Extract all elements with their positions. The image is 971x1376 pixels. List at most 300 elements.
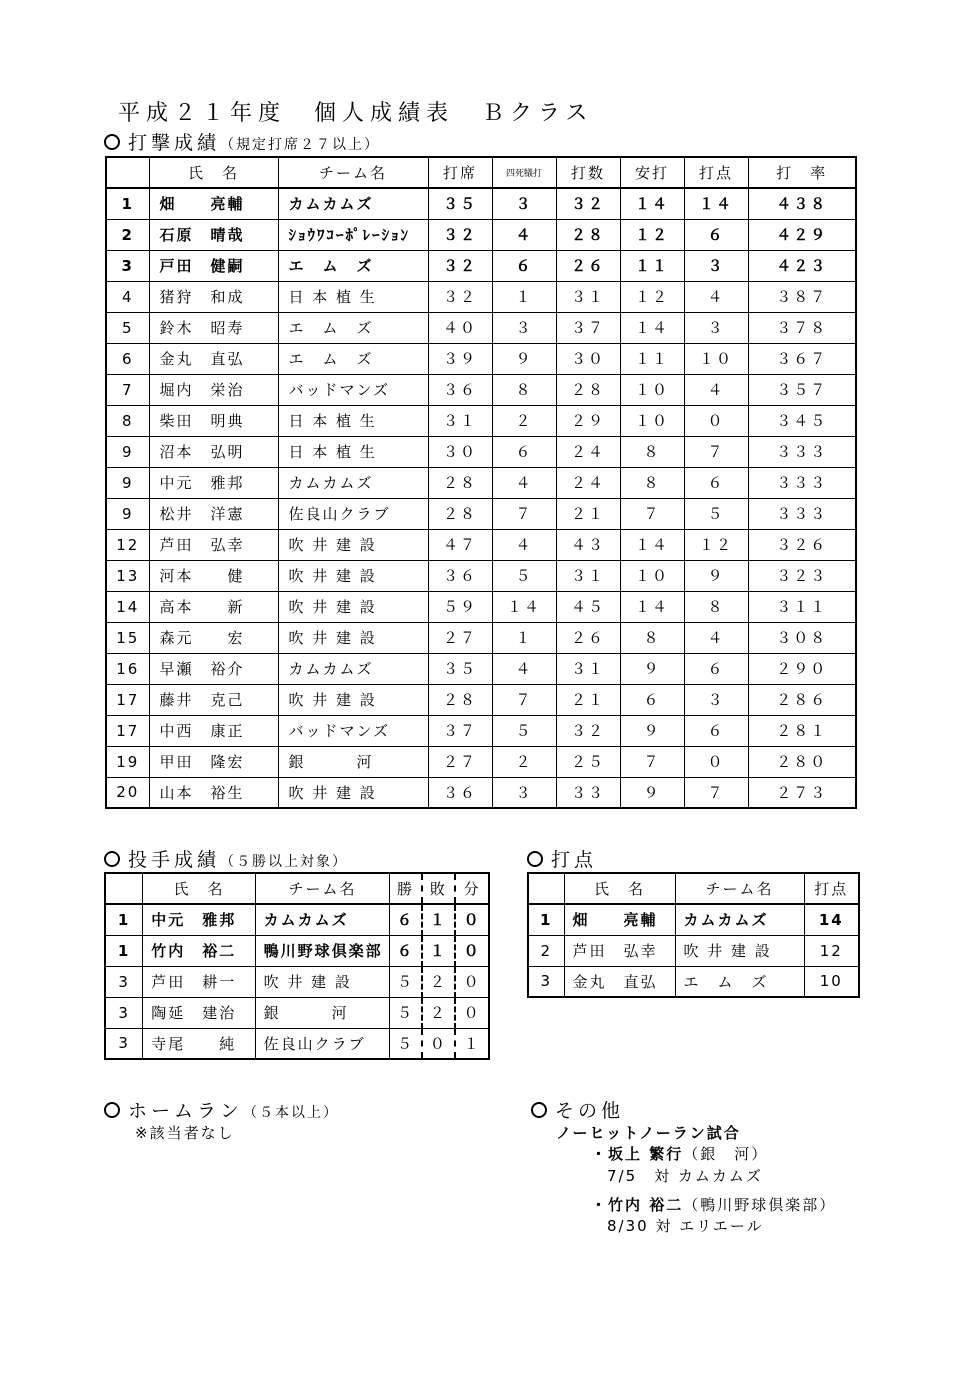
bb-cell: ４	[492, 467, 556, 498]
ab-cell: ２９	[556, 405, 620, 436]
pa-cell: ４０	[428, 312, 492, 343]
pa-cell: ３２	[428, 250, 492, 281]
rbi-cell: 10	[804, 966, 859, 997]
rank-cell: 3	[105, 966, 143, 997]
bb-cell: ４	[492, 529, 556, 560]
pa-cell: ２７	[428, 622, 492, 653]
bb-cell: ４	[492, 653, 556, 684]
name-cell: 寺尾 純	[143, 1028, 255, 1059]
team-cell: カムカムズ	[675, 904, 804, 935]
rank-cell: 13	[106, 560, 149, 591]
pa-cell: ３５	[428, 653, 492, 684]
homerun-heading-label: ホームラン	[128, 1100, 244, 1122]
losses-cell: １	[422, 904, 456, 935]
batting-row	[106, 746, 856, 777]
batting-row	[106, 715, 856, 746]
rbi-cell: ８	[684, 591, 748, 622]
rank-cell: 1	[106, 188, 149, 219]
name-cell: 畑 亮輔	[149, 188, 278, 219]
name-cell: 石原 晴哉	[149, 219, 278, 250]
rank-cell: 6	[106, 343, 149, 374]
ab-cell: ２６	[556, 250, 620, 281]
pa-cell: ４７	[428, 529, 492, 560]
wins-cell: ５	[390, 997, 422, 1028]
avg-cell: ２８０	[748, 746, 856, 777]
ab-cell: ２８	[556, 374, 620, 405]
rank-cell: 1	[105, 935, 143, 966]
circle-icon	[527, 851, 543, 867]
rank-cell: 17	[106, 715, 149, 746]
hits-cell: ７	[620, 746, 684, 777]
wins-cell: ５	[390, 1028, 422, 1059]
hits-cell: １０	[620, 374, 684, 405]
avg-cell: ３３３	[748, 436, 856, 467]
hits-cell: １０	[620, 560, 684, 591]
rbi-table	[527, 872, 860, 998]
team-cell: 吹 井 建 設	[255, 966, 390, 997]
bb-cell: ３	[492, 188, 556, 219]
avg-cell: ２８６	[748, 684, 856, 715]
draws-cell: １	[455, 1028, 489, 1059]
team-cell: エ ム ズ	[278, 312, 428, 343]
name-cell: 畑 亮輔	[564, 904, 675, 935]
other-entry	[591, 1143, 768, 1164]
name-cell: 早瀬 裕介	[149, 653, 278, 684]
bb-cell: ６	[492, 436, 556, 467]
rank-cell: 9	[106, 436, 149, 467]
draws-cell: ０	[455, 904, 489, 935]
rank-cell: 3	[105, 997, 143, 1028]
hits-cell: １１	[620, 343, 684, 374]
rbi-cell: ６	[684, 653, 748, 684]
name-cell: 甲田 隆宏	[149, 746, 278, 777]
name-cell: 中西 康正	[149, 715, 278, 746]
other-entry-detail: 8/30 対 エリエール	[607, 1217, 764, 1235]
bb-cell: ３	[492, 312, 556, 343]
other-entry	[591, 1194, 836, 1215]
rank-cell: 19	[106, 746, 149, 777]
rank-cell: 8	[106, 405, 149, 436]
pa-cell: ３５	[428, 188, 492, 219]
pa-cell: ２７	[428, 746, 492, 777]
team-cell: 鴨川野球倶楽部	[255, 935, 390, 966]
pitching-header-row	[105, 873, 489, 904]
hits-cell: ８	[620, 436, 684, 467]
rbi-row	[528, 935, 859, 966]
name-cell: 猪狩 和成	[149, 281, 278, 312]
team-cell: 日 本 植 生	[278, 281, 428, 312]
circle-icon	[104, 134, 120, 150]
bb-cell: １	[492, 622, 556, 653]
team-cell: 吹 井 建 設	[278, 591, 428, 622]
name-cell: 中元 雅邦	[149, 467, 278, 498]
ab-cell: ３２	[556, 188, 620, 219]
pa-cell: ３９	[428, 343, 492, 374]
rank-cell: 1	[528, 904, 564, 935]
name-cell: 金丸 直弘	[149, 343, 278, 374]
pa-cell: ２８	[428, 684, 492, 715]
name-cell: 戸田 健嗣	[149, 250, 278, 281]
circle-icon	[104, 1102, 120, 1118]
wins-cell: ６	[390, 935, 422, 966]
team-cell: エ ム ズ	[278, 250, 428, 281]
batting-row	[106, 467, 856, 498]
hits-cell: １２	[620, 281, 684, 312]
team-cell: 吹 井 建 設	[278, 684, 428, 715]
pa-cell: ５９	[428, 591, 492, 622]
hits-cell: ９	[620, 715, 684, 746]
circle-icon	[531, 1102, 547, 1118]
team-cell: 佐良山クラブ	[278, 498, 428, 529]
rbi-header-row	[528, 873, 859, 904]
batting-row	[106, 343, 856, 374]
pitching-table	[104, 872, 490, 1060]
team-cell: 日 本 植 生	[278, 405, 428, 436]
rank-cell: 12	[106, 529, 149, 560]
circle-icon	[104, 851, 120, 867]
batting-note: （規定打席２７以上）	[220, 137, 381, 153]
col-losses: 敗	[422, 873, 456, 904]
col-name: 氏 名	[564, 873, 675, 904]
hits-cell: １４	[620, 529, 684, 560]
team-cell: 吹 井 建 設	[278, 777, 428, 808]
wins-cell: ６	[390, 904, 422, 935]
avg-cell: ３５７	[748, 374, 856, 405]
batting-row	[106, 777, 856, 808]
avg-cell: ３２３	[748, 560, 856, 591]
rbi-cell: ９	[684, 560, 748, 591]
page-title: 平成２１年度 個人成績表 Ｂクラス	[118, 101, 594, 126]
losses-cell: １	[422, 935, 456, 966]
rbi-cell: １０	[684, 343, 748, 374]
rbi-cell: 14	[804, 904, 859, 935]
bb-cell: ２	[492, 405, 556, 436]
bb-cell: ４	[492, 219, 556, 250]
other-entry-team: （銀 河）	[683, 1145, 769, 1163]
batting-header-row	[106, 157, 856, 188]
rbi-cell: ３	[684, 684, 748, 715]
pa-cell: ３０	[428, 436, 492, 467]
batting-row	[106, 622, 856, 653]
avg-cell: ３６７	[748, 343, 856, 374]
rbi-cell: ６	[684, 467, 748, 498]
bb-cell: ７	[492, 684, 556, 715]
team-cell: エ ム ズ	[278, 343, 428, 374]
ab-cell: ３１	[556, 560, 620, 591]
ab-cell: ３１	[556, 281, 620, 312]
name-cell: 山本 裕生	[149, 777, 278, 808]
batting-row	[106, 250, 856, 281]
bb-cell: １	[492, 281, 556, 312]
name-cell: 中元 雅邦	[143, 904, 255, 935]
batting-heading	[104, 128, 380, 155]
batting-row	[106, 684, 856, 715]
hits-cell: １４	[620, 312, 684, 343]
name-cell: 金丸 直弘	[564, 966, 675, 997]
name-cell: 芦田 弘幸	[564, 935, 675, 966]
avg-cell: ４３８	[748, 188, 856, 219]
hits-cell: １２	[620, 219, 684, 250]
col-draws: 分	[455, 873, 489, 904]
team-cell: 日 本 植 生	[278, 436, 428, 467]
pa-cell: ２８	[428, 467, 492, 498]
bb-cell: ９	[492, 343, 556, 374]
col-rbi: 打点	[684, 157, 748, 188]
pitching-row	[105, 966, 489, 997]
rbi-cell: ３	[684, 250, 748, 281]
homerun-note: （５本以上）	[243, 1105, 340, 1121]
pa-cell: ２８	[428, 498, 492, 529]
other-entry-player: ・竹内 裕二	[591, 1196, 684, 1214]
batting-row	[106, 312, 856, 343]
bb-cell: ５	[492, 715, 556, 746]
team-cell: ｼｮｳﾜｺｰﾎﾟﾚｰｼｮﾝ	[278, 219, 428, 250]
rank-cell: 7	[106, 374, 149, 405]
name-cell: 高本 新	[149, 591, 278, 622]
other-entry-detail: 7/5 対 カムカムズ	[607, 1167, 763, 1185]
rbi-cell: ０	[684, 405, 748, 436]
ab-cell: ４５	[556, 591, 620, 622]
rank-cell: 9	[106, 467, 149, 498]
batting-row	[106, 374, 856, 405]
pa-cell: ３２	[428, 281, 492, 312]
rank-cell: 20	[106, 777, 149, 808]
col-team: チーム名	[675, 873, 804, 904]
name-cell: 沼本 弘明	[149, 436, 278, 467]
rbi-cell: ４	[684, 281, 748, 312]
name-cell: 陶延 建治	[143, 997, 255, 1028]
bb-cell: ７	[492, 498, 556, 529]
col-avg: 打 率	[748, 157, 856, 188]
batting-table	[105, 156, 857, 809]
ab-cell: ３２	[556, 715, 620, 746]
team-cell: バッドマンズ	[278, 715, 428, 746]
rank-cell: 3	[106, 250, 149, 281]
ab-cell: ２５	[556, 746, 620, 777]
hits-cell: ７	[620, 498, 684, 529]
batting-heading-label: 打撃成績	[128, 132, 221, 154]
team-cell: 銀 河	[278, 746, 428, 777]
team-cell: 吹 井 建 設	[675, 935, 804, 966]
other-subheading: ノーヒットノーラン試合	[556, 1124, 741, 1142]
avg-cell: ３３３	[748, 467, 856, 498]
pitching-heading-label: 投手成績	[128, 849, 221, 871]
col-rbi: 打点	[804, 873, 859, 904]
pitching-heading	[104, 845, 348, 872]
pitching-row	[105, 1028, 489, 1059]
rank-cell: 4	[106, 281, 149, 312]
pa-cell: ３７	[428, 715, 492, 746]
hits-cell: １４	[620, 591, 684, 622]
pa-cell: ３２	[428, 219, 492, 250]
rbi-cell: ３	[684, 312, 748, 343]
name-cell: 芦田 弘幸	[149, 529, 278, 560]
rbi-cell: ４	[684, 622, 748, 653]
ab-cell: ２８	[556, 219, 620, 250]
draws-cell: ０	[455, 966, 489, 997]
batting-row	[106, 529, 856, 560]
rbi-cell: ７	[684, 777, 748, 808]
rank-cell: 3	[528, 966, 564, 997]
rbi-row	[528, 966, 859, 997]
name-cell: 竹内 裕二	[143, 935, 255, 966]
bb-cell: ８	[492, 374, 556, 405]
pitching-row	[105, 904, 489, 935]
ab-cell: ４３	[556, 529, 620, 560]
pa-cell: ３６	[428, 777, 492, 808]
hits-cell: ８	[620, 622, 684, 653]
draws-cell: ０	[455, 935, 489, 966]
bb-cell: １４	[492, 591, 556, 622]
other-entry-player: ・坂上 繁行	[591, 1145, 684, 1163]
team-cell: バッドマンズ	[278, 374, 428, 405]
bb-cell: ６	[492, 250, 556, 281]
rank-cell: 2	[528, 935, 564, 966]
team-cell: 銀 河	[255, 997, 390, 1028]
rank-cell: 14	[106, 591, 149, 622]
name-cell: 柴田 明典	[149, 405, 278, 436]
ab-cell: ２６	[556, 622, 620, 653]
col-name: 氏 名	[149, 157, 278, 188]
pitching-note: （５勝以上対象）	[220, 854, 349, 870]
team-cell: 吹 井 建 設	[278, 529, 428, 560]
name-cell: 鈴木 昭寿	[149, 312, 278, 343]
hits-cell: ８	[620, 467, 684, 498]
homerun-heading	[104, 1096, 339, 1123]
rank-cell: 2	[106, 219, 149, 250]
hits-cell: １１	[620, 250, 684, 281]
avg-cell: ３０８	[748, 622, 856, 653]
draws-cell: ０	[455, 997, 489, 1028]
avg-cell: ４２９	[748, 219, 856, 250]
batting-row	[106, 405, 856, 436]
name-cell: 堀内 栄治	[149, 374, 278, 405]
name-cell: 森元 宏	[149, 622, 278, 653]
team-cell: カムカムズ	[278, 188, 428, 219]
batting-row	[106, 188, 856, 219]
rbi-cell: 12	[804, 935, 859, 966]
rbi-heading	[527, 845, 597, 872]
rbi-cell: ７	[684, 436, 748, 467]
batting-row	[106, 498, 856, 529]
rbi-row	[528, 904, 859, 935]
ab-cell: ３１	[556, 653, 620, 684]
avg-cell: ３１１	[748, 591, 856, 622]
col-rank	[528, 873, 564, 904]
team-cell: エ ム ズ	[675, 966, 804, 997]
bb-cell: ２	[492, 746, 556, 777]
rank-cell: 17	[106, 684, 149, 715]
pitching-row	[105, 997, 489, 1028]
ab-cell: ２４	[556, 467, 620, 498]
col-pa: 打席	[428, 157, 492, 188]
hits-cell: ９	[620, 777, 684, 808]
rank-cell: 15	[106, 622, 149, 653]
col-ab: 打数	[556, 157, 620, 188]
name-cell: 藤井 克己	[149, 684, 278, 715]
ab-cell: ２１	[556, 498, 620, 529]
team-cell: カムカムズ	[278, 467, 428, 498]
batting-row	[106, 281, 856, 312]
rbi-cell: ６	[684, 715, 748, 746]
avg-cell: ３４５	[748, 405, 856, 436]
losses-cell: ２	[422, 966, 456, 997]
pa-cell: ３６	[428, 374, 492, 405]
col-wins: 勝	[390, 873, 422, 904]
homerun-text: ※該当者なし	[135, 1124, 235, 1142]
rank-cell: 16	[106, 653, 149, 684]
wins-cell: ５	[390, 966, 422, 997]
ab-cell: ２１	[556, 684, 620, 715]
hits-cell: １０	[620, 405, 684, 436]
avg-cell: ３８７	[748, 281, 856, 312]
pitching-row	[105, 935, 489, 966]
name-cell: 河本 健	[149, 560, 278, 591]
ab-cell: ３０	[556, 343, 620, 374]
col-team: チーム名	[255, 873, 390, 904]
rbi-cell: ６	[684, 219, 748, 250]
rbi-cell: ０	[684, 746, 748, 777]
other-entry-team: （鴨川野球倶楽部）	[683, 1196, 837, 1214]
rbi-cell: ４	[684, 374, 748, 405]
rbi-cell: １４	[684, 188, 748, 219]
avg-cell: ３２６	[748, 529, 856, 560]
rank-cell: 9	[106, 498, 149, 529]
name-cell: 松井 洋憲	[149, 498, 278, 529]
avg-cell: ２８１	[748, 715, 856, 746]
team-cell: カムカムズ	[278, 653, 428, 684]
team-cell: カムカムズ	[255, 904, 390, 935]
losses-cell: ２	[422, 997, 456, 1028]
pa-cell: ３６	[428, 560, 492, 591]
team-cell: 吹 井 建 設	[278, 560, 428, 591]
hits-cell: １４	[620, 188, 684, 219]
batting-row	[106, 591, 856, 622]
ab-cell: ２４	[556, 436, 620, 467]
bb-cell: ３	[492, 777, 556, 808]
ab-cell: ３３	[556, 777, 620, 808]
bb-cell: ５	[492, 560, 556, 591]
other-heading	[531, 1096, 624, 1123]
batting-row	[106, 436, 856, 467]
avg-cell: ２７３	[748, 777, 856, 808]
batting-row	[106, 219, 856, 250]
team-cell: 吹 井 建 設	[278, 622, 428, 653]
col-rank	[106, 157, 149, 188]
col-hits: 安打	[620, 157, 684, 188]
rbi-heading-label: 打点	[551, 849, 598, 871]
avg-cell: ４２３	[748, 250, 856, 281]
rank-cell: 5	[106, 312, 149, 343]
avg-cell: ３７８	[748, 312, 856, 343]
batting-row	[106, 653, 856, 684]
avg-cell: ２９０	[748, 653, 856, 684]
col-bb: 四死犠打	[492, 157, 556, 188]
hits-cell: ６	[620, 684, 684, 715]
col-rank	[105, 873, 143, 904]
rbi-cell: ５	[684, 498, 748, 529]
pa-cell: ３１	[428, 405, 492, 436]
ab-cell: ３７	[556, 312, 620, 343]
rbi-cell: １２	[684, 529, 748, 560]
avg-cell: ３３３	[748, 498, 856, 529]
rank-cell: 3	[105, 1028, 143, 1059]
col-team: チーム名	[278, 157, 428, 188]
col-name: 氏 名	[143, 873, 255, 904]
other-heading-label: その他	[555, 1100, 625, 1122]
rank-cell: 1	[105, 904, 143, 935]
team-cell: 佐良山クラブ	[255, 1028, 390, 1059]
